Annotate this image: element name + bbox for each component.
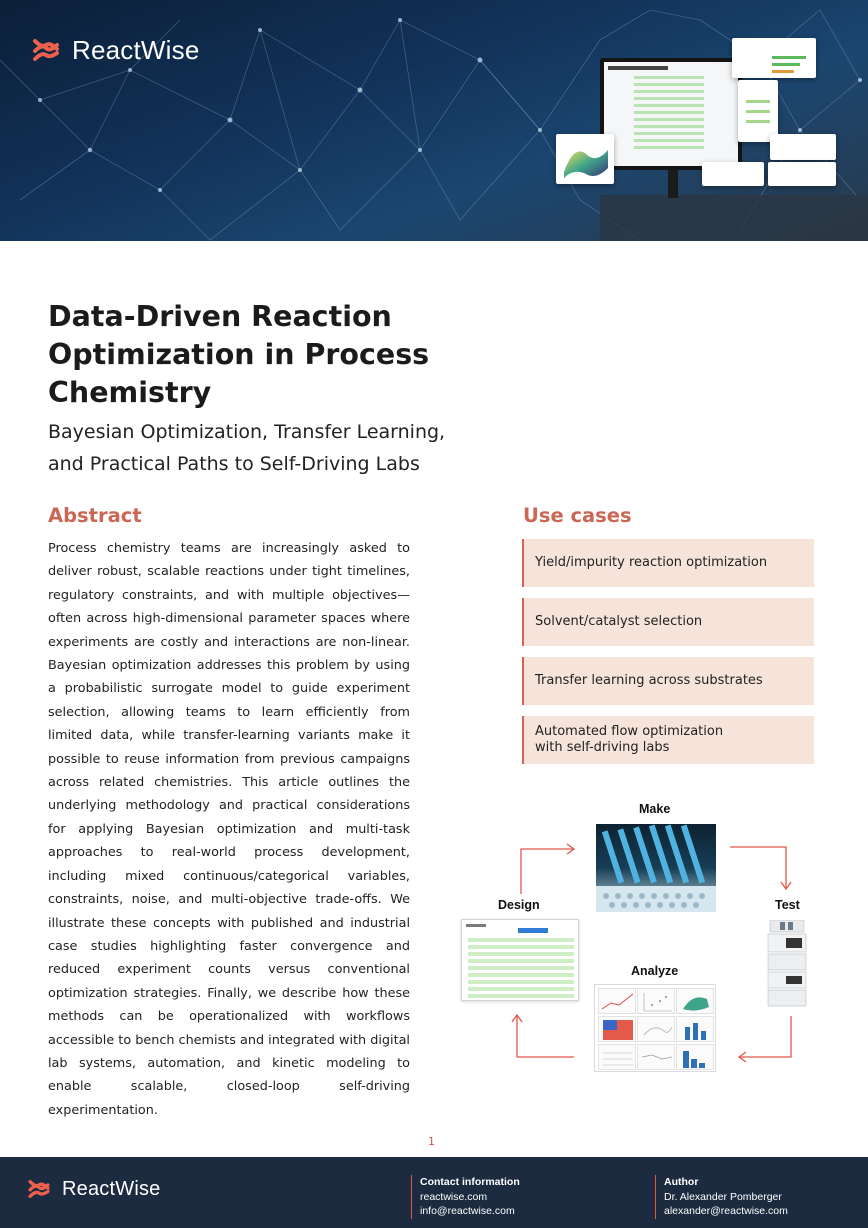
monitor-illustration (600, 58, 742, 170)
use-case-label-line-2: with self-driving labs (535, 740, 670, 755)
mini-surface-plot (676, 988, 714, 1014)
mini-trend-plot (637, 1044, 675, 1070)
mini-histogram (676, 1044, 714, 1070)
test-instrument-image (766, 920, 810, 1008)
abstract-text: Process chemistry teams are increasingly asked to deliver robust, scalable reactions under tight timelines, regulatory constraints, and with multiple objectives—often across high-dimensional parameter spaces where experiments are costly and interactions are non-linear. Bayesian optimization addresses this problem by using a probabilistic surrogate model to guide experiment selection, allowing teams to learn efficiently from limited data, while transfer-learning variants make it possible to reuse information from previous campaigns across related chemistries. This article outlines the underlying methodology and practical considerations for applying Bayesian optimization and multi-task approaches to real-world process development, including mixed continuous/categorical variables, constraints, noise, and multi-objective trade-offs. We illustrate these concepts with published and industrial case studies highlighting faster convergence and reduced experiment counts versus conventional optimization strategies. Finally, we describe how these methods can be operationalized with workflows accessible to bench chemists and integrated with digital lab systems, automation, and kinetic modeling to enable scalable, closed-loop self-driving experimentation. (48, 541, 410, 1118)
author-email-link[interactable]: alexander@reactwise.com (664, 1205, 788, 1217)
mini-line-plot-2 (598, 1044, 636, 1070)
footer (0, 1157, 868, 1228)
reactwise-logo-icon (26, 1176, 52, 1202)
surface-plot-graphic (556, 134, 614, 184)
use-case-label: Transfer learning across substrates (535, 673, 763, 688)
author-info (655, 1175, 788, 1219)
subtitle-line-1: Bayesian Optimization, Transfer Learning, (48, 421, 446, 443)
footer-brand-logo (26, 1176, 161, 1202)
pipette-illustration (596, 824, 716, 912)
mini-line-plot (598, 988, 636, 1014)
analyze-label: Analyze (631, 964, 679, 978)
contact-heading: Contact information (420, 1176, 520, 1188)
footer-brand-name: ReactWise (62, 1177, 161, 1200)
design-table-illustration (462, 920, 579, 1001)
brand-name: ReactWise (72, 34, 200, 65)
parameters-card (738, 80, 778, 142)
arrow-make-to-test (730, 847, 786, 889)
use-cases-heading: Use cases (523, 504, 632, 527)
abstract-heading: Abstract (48, 504, 142, 527)
author-heading: Author (664, 1176, 699, 1188)
make-pipette-image (596, 824, 716, 912)
hero-banner (0, 0, 868, 241)
use-case-item (522, 598, 814, 646)
author-name: Dr. Alexander Pomberger (664, 1190, 782, 1203)
arrow-analyze-to-design (517, 1015, 574, 1057)
test-label: Test (775, 898, 800, 912)
make-label: Make (639, 802, 671, 816)
use-case-item (522, 716, 814, 764)
page-title: Data-Driven Reaction Optimization in Process Chemistry (48, 300, 430, 409)
reactwise-logo-icon (30, 34, 62, 66)
use-case-label: Yield/impurity reaction optimization (535, 555, 768, 570)
design-table-image (461, 919, 579, 1001)
results-card (732, 38, 816, 78)
mini-bar-chart (676, 1016, 714, 1042)
subtitle-line-2: and Practical Paths to Self-Driving Labs (48, 453, 420, 475)
use-case-label: Solvent/catalyst selection (535, 614, 703, 629)
line-plot-card (770, 134, 836, 160)
surface-plot-card (556, 134, 614, 184)
use-case-label-line-1: Automated flow optimization (535, 724, 724, 739)
contact-info (411, 1175, 520, 1219)
website-link[interactable]: reactwise.com (420, 1190, 488, 1203)
mini-map-plot (637, 1016, 675, 1042)
mini-heatmap (598, 1016, 636, 1042)
spectrum-card-2 (768, 162, 836, 186)
design-label: Design (498, 898, 540, 912)
mini-scatter-plot (637, 988, 675, 1014)
brand-logo (30, 34, 200, 66)
page-subtitle (48, 416, 468, 480)
analyze-plots-image (594, 984, 716, 1072)
arrow-test-to-analyze (739, 1016, 791, 1057)
arrow-design-to-make (521, 849, 573, 894)
page-number: 1 (428, 1135, 435, 1148)
contact-email-link[interactable]: info@reactwise.com (420, 1205, 515, 1217)
use-case-item (522, 657, 814, 705)
hplc-instrument-illustration (766, 920, 810, 1008)
use-case-item (522, 539, 814, 587)
spectrum-card-1 (702, 162, 764, 186)
